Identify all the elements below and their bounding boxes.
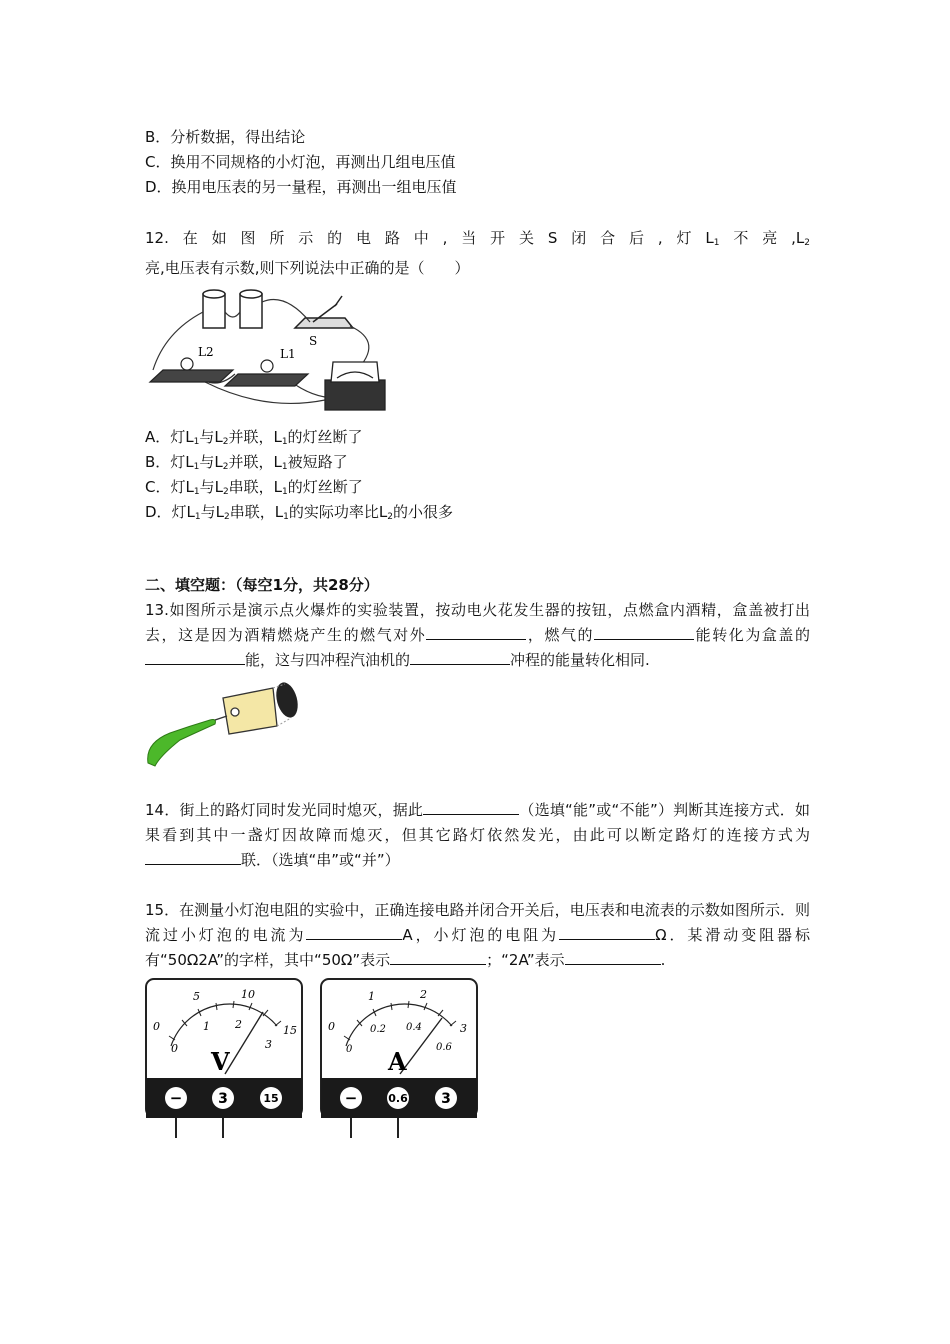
battery-cell-icon: [203, 290, 262, 328]
bulb-l2-icon: [181, 358, 193, 370]
v-outer-10: 10: [241, 988, 255, 1001]
a-inner-0: 0: [346, 1044, 353, 1055]
v-outer-0: 0: [153, 1020, 160, 1033]
ammeter-terminals: [340, 1087, 457, 1109]
q15-blank-1[interactable]: [306, 923, 402, 940]
bulb-l1-icon: [261, 360, 273, 372]
q15-blank-3[interactable]: [390, 948, 486, 965]
voltmeter-figure: [145, 978, 305, 1140]
q13-blank-4[interactable]: [410, 648, 510, 665]
q13-blank-2[interactable]: [594, 623, 694, 640]
q11-option-d: D．换用电压表的另一量程，再测出一组电压值: [145, 178, 457, 196]
v-inner-0: 0: [171, 1042, 178, 1055]
a-inner-02: 0.2: [370, 1024, 386, 1035]
q13-blank-1[interactable]: [426, 623, 526, 640]
q15-text: 15．在测量小灯泡电阻的实验中，正确连接电路并闭合开关后，电压表和电流表的示数如图所示．则流过小灯泡的电流为 A，小灯泡的电阻为 Ω．某滑动变阻器标有“50Ω2A”的字样，其中“50Ω”表示 ；“2A”表示 .: [145, 901, 810, 969]
a-terminal-3: 3: [441, 1091, 451, 1107]
v-terminal-neg: −: [169, 1089, 183, 1107]
q11-option-b: B．分析数据，得出结论: [145, 128, 306, 146]
a-terminal-06: 0.6: [388, 1092, 408, 1105]
a-outer-0: 0: [328, 1020, 335, 1033]
voltmeter-terminals: [165, 1087, 282, 1109]
q15-blank-4[interactable]: [565, 948, 661, 965]
label-s: S: [309, 334, 318, 348]
spark-generator-box-icon: [215, 688, 277, 734]
q12-circuit-figure: [145, 282, 390, 414]
a-outer-1: 1: [368, 990, 375, 1003]
v-inner-1: 1: [203, 1020, 210, 1033]
a-terminal-neg: −: [344, 1089, 358, 1107]
a-outer-2: 2: [420, 988, 427, 1001]
switch-icon: [295, 296, 353, 328]
a-inner-04: 0.4: [406, 1022, 422, 1033]
voltmeter-box-icon: [325, 362, 385, 410]
label-l2: L2: [198, 345, 214, 359]
q13-blank-3[interactable]: [145, 648, 245, 665]
q15-blank-2[interactable]: [559, 923, 655, 940]
v-inner-2: 2: [235, 1018, 242, 1031]
q14-blank-1[interactable]: [423, 798, 519, 815]
box-lid-icon: [273, 680, 302, 726]
a-inner-06: 0.6: [436, 1042, 452, 1053]
ammeter-figure: [320, 978, 480, 1140]
q12-option-b: B．灯$L_1$与$L_2$并联，$L_1$被短路了: [145, 453, 348, 472]
q12-option-d: D．灯$L_1$与$L_2$串联，$L_1$的实际功率比$L_2$的小很多: [145, 503, 453, 522]
bulb-board-l2: [150, 358, 233, 382]
ammeter-symbol: A: [388, 1047, 407, 1076]
flame-gas-icon: [148, 720, 216, 767]
q11-option-c: C．换用不同规格的小灯泡，再测出几组电压值: [145, 153, 456, 171]
q14-blank-2[interactable]: [145, 848, 241, 865]
bulb-board-l1: [225, 360, 308, 386]
voltmeter-symbol: V: [211, 1047, 230, 1076]
q12-stem: 12.在如图所示的电路中,当开关S闭合后,灯$L_1$不亮$,L_2$亮,电压表有示数,则下列说法中正确的是（ ）: [145, 229, 810, 277]
q14-text: 14．街上的路灯同时发光同时熄灭，据此 （选填“能”或“不能”）判断其连接方式．如果看到其中一盏灯因故障而熄灭，但其它路灯依然发光，由此可以断定路灯的连接方式为联．（选填“串”或“并”）: [145, 798, 810, 873]
q13-text: 13.如图所示是演示点火爆炸的实验装置，按动电火花发生器的按钮，点燃盒内酒精，盒盖被打出去，这是因为酒精燃烧产生的燃气对外 ，燃气的 能转化为盒盖的能，这与四冲程汽油机的 冲程的能量转化相同.: [145, 601, 810, 669]
v-outer-15: 15: [283, 1024, 297, 1037]
v-terminal-3: 3: [218, 1091, 228, 1107]
a-outer-3: 3: [460, 1022, 467, 1035]
section-heading: 二、填空题：（每空1分，共28分）: [145, 576, 379, 594]
v-terminal-15: 15: [263, 1092, 279, 1105]
v-outer-5: 5: [193, 990, 200, 1003]
q13-ignition-figure: [145, 678, 305, 770]
v-inner-3: 3: [265, 1038, 272, 1051]
q12-option-a: A．灯$L_1$与$L_2$并联，$L_1$的灯丝断了: [145, 428, 363, 447]
label-l1: L1: [280, 347, 296, 361]
q12-option-c: C．灯$L_1$与$L_2$串联，$L_1$的灯丝断了: [145, 478, 363, 497]
